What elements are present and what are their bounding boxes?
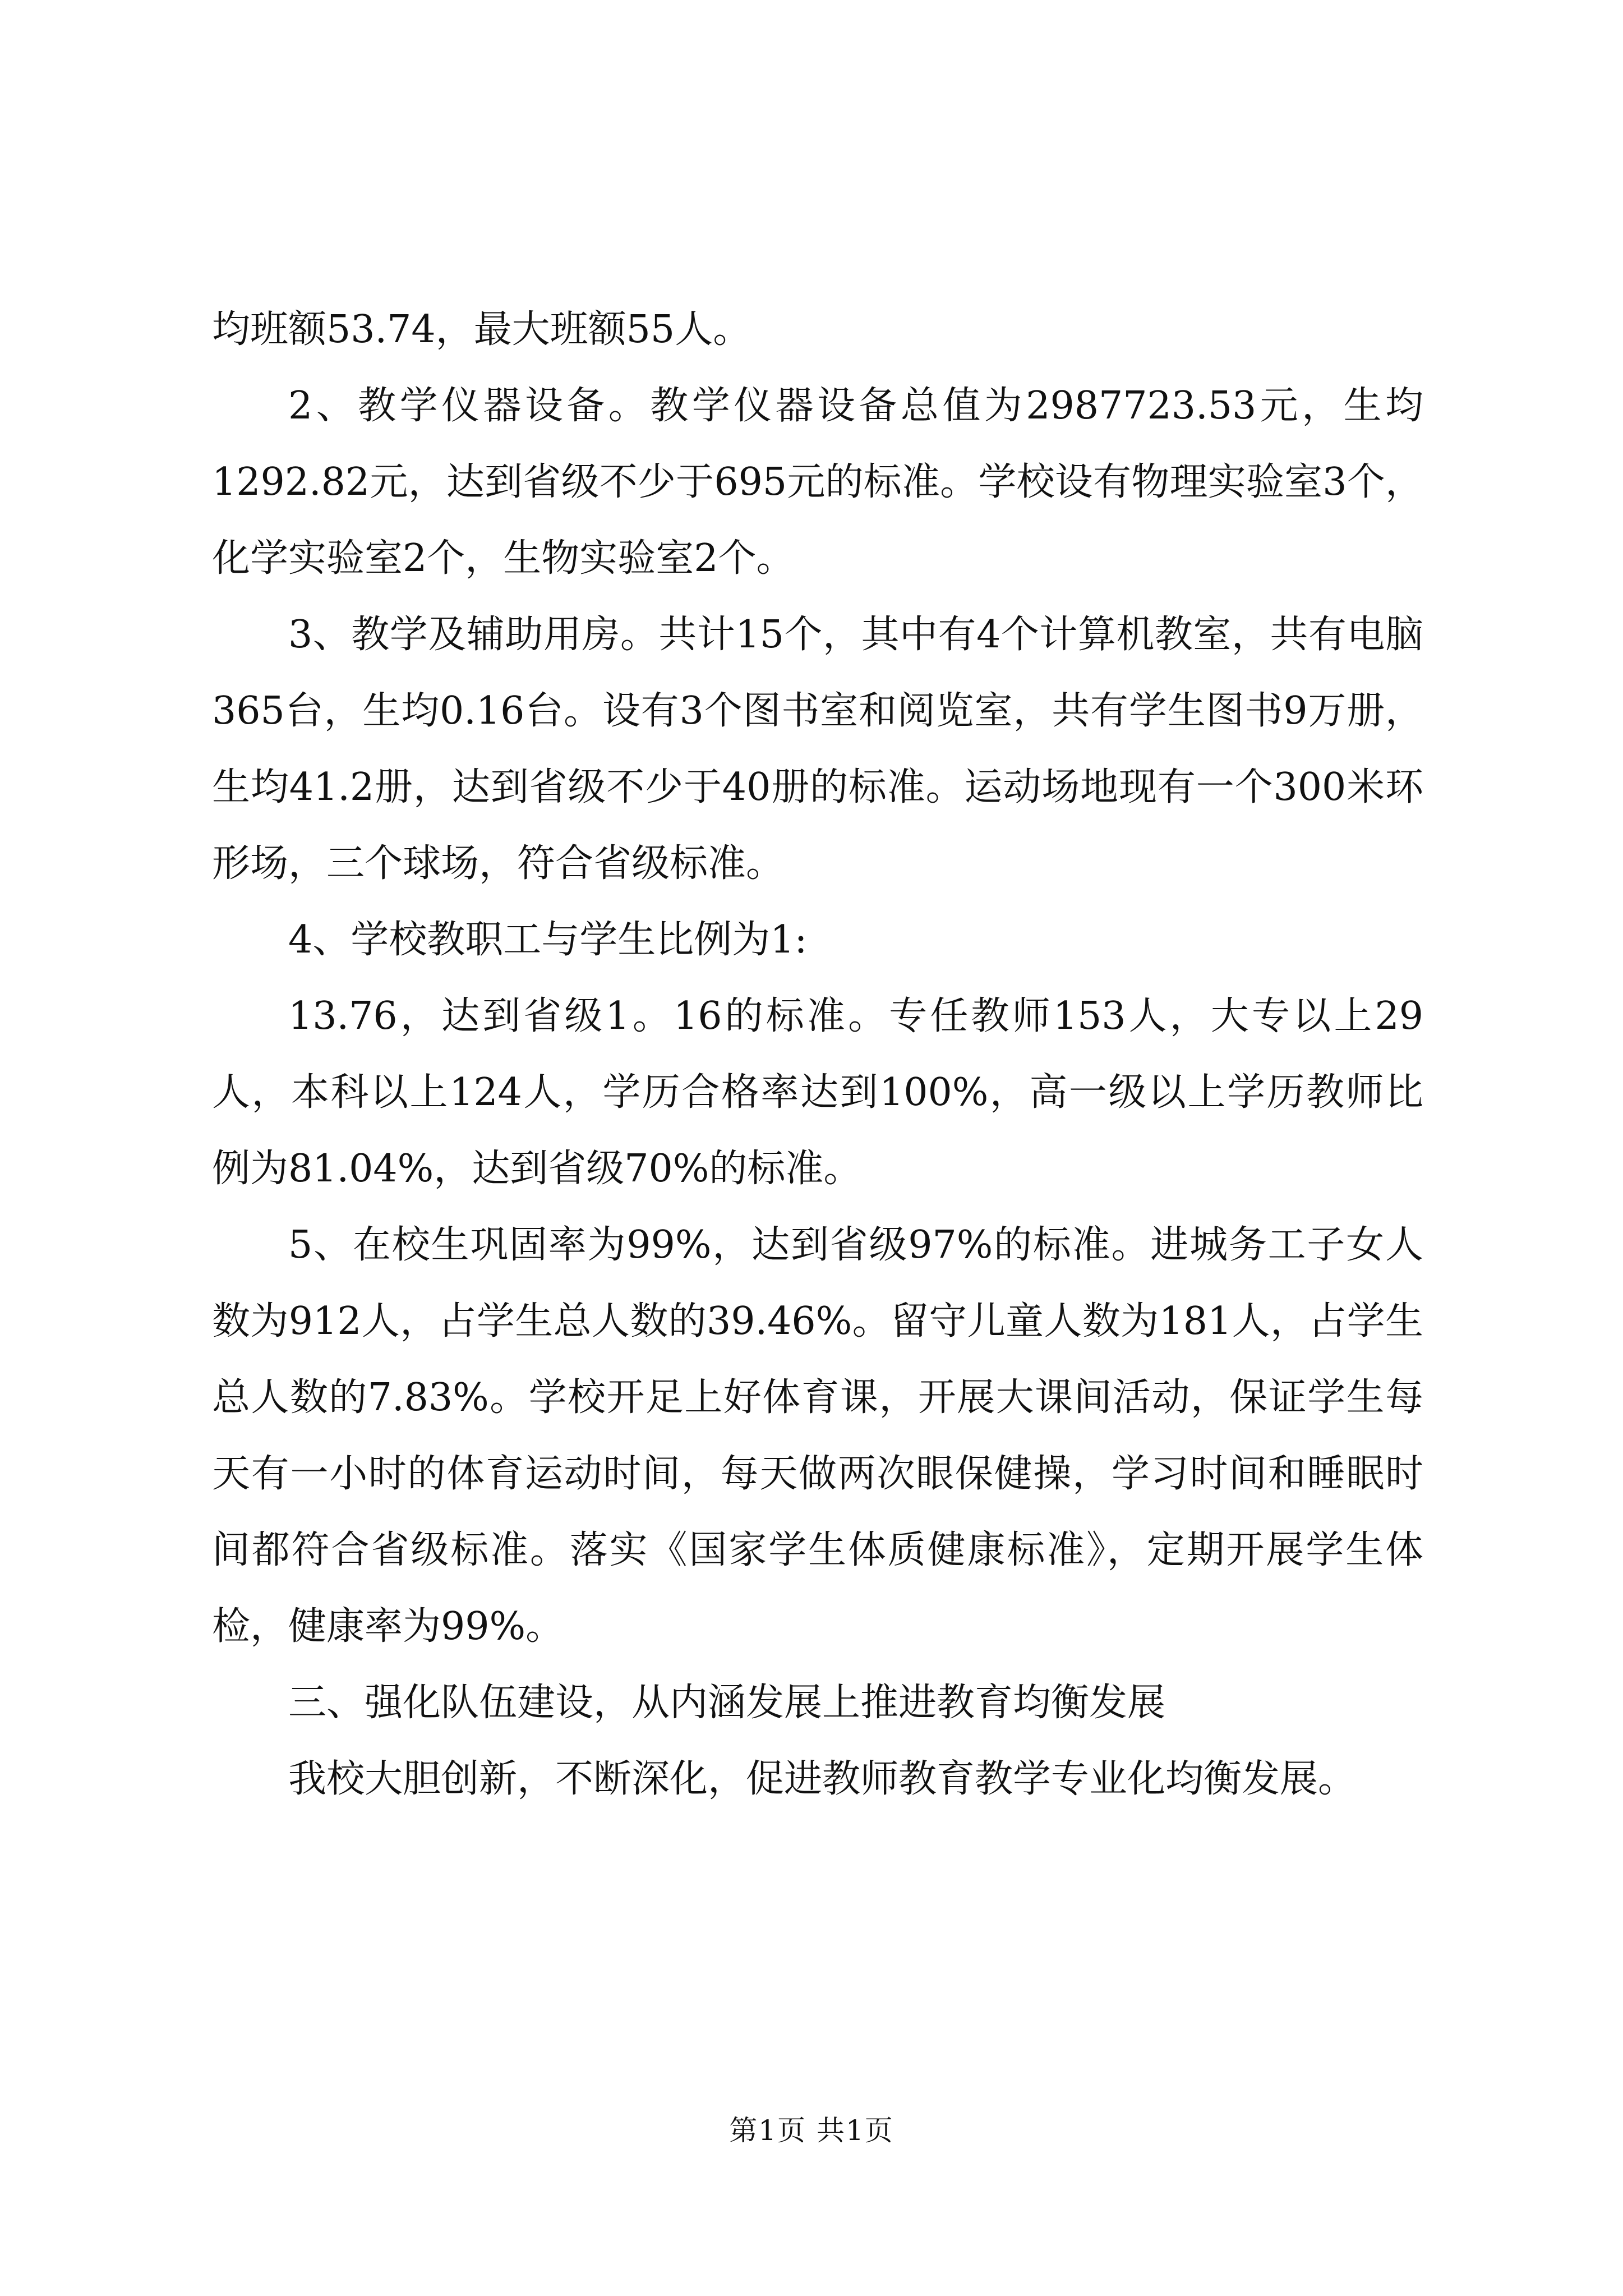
paragraph-equipment: 2、教学仪器设备。教学仪器设备总值为2987723.53元，生均1292.82元，达到省级不少于695元的标准。学校设有物理实验室3个，化学实验室2个，生物实验室2个。 (212, 384, 1423, 581)
document-body (212, 292, 1423, 1818)
paragraph-innovation: 我校大胆创新，不断深化，促进教师教育教学专业化均衡发展。 (288, 1757, 1357, 1801)
paragraph-teachers: 13.76，达到省级1。16的标准。专任教师153人，大专以上29人，本科以上124人，学历合格率达到100%，高一级以上学历教师比例为81.04%，达到省级70%的标准。 (212, 994, 1423, 1191)
paragraph-students: 5、在校生巩固率为99%，达到省级97%的标准。进城务工子女人数为912人，占学生总人数的39.46%。留守儿童人数为181人，占学生总人数的7.83%。学校开足上好体育课，开展大课间活动，保证学生每天有一小时的体育运动时间，每天做两次眼保健操，学习时间和睡眠时间都符合省级标准。落实《国家学生体质健康标准》，定期开展学生体检，健康率为99%。 (212, 1223, 1423, 1649)
paragraph-facilities: 3、教学及辅助用房。共计15个，其中有4个计算机教室，共有电脑365台，生均0.16台。设有3个图书室和阅览室，共有学生图书9万册，生均41.2册，达到省级不少于40册的标准。运动场地现有一个300米环形场，三个球场，符合省级标准。 (212, 613, 1423, 886)
paragraph-staff-ratio: 4、学校教职工与学生比例为1: (288, 918, 808, 962)
section-heading: 三、强化队伍建设，从内涵发展上推进教育均衡发展 (288, 1681, 1166, 1725)
page-footer: 第1页 共1页 (729, 2114, 894, 2147)
paragraph-continuation: 均班额53.74，最大班额55人。 (212, 307, 751, 352)
